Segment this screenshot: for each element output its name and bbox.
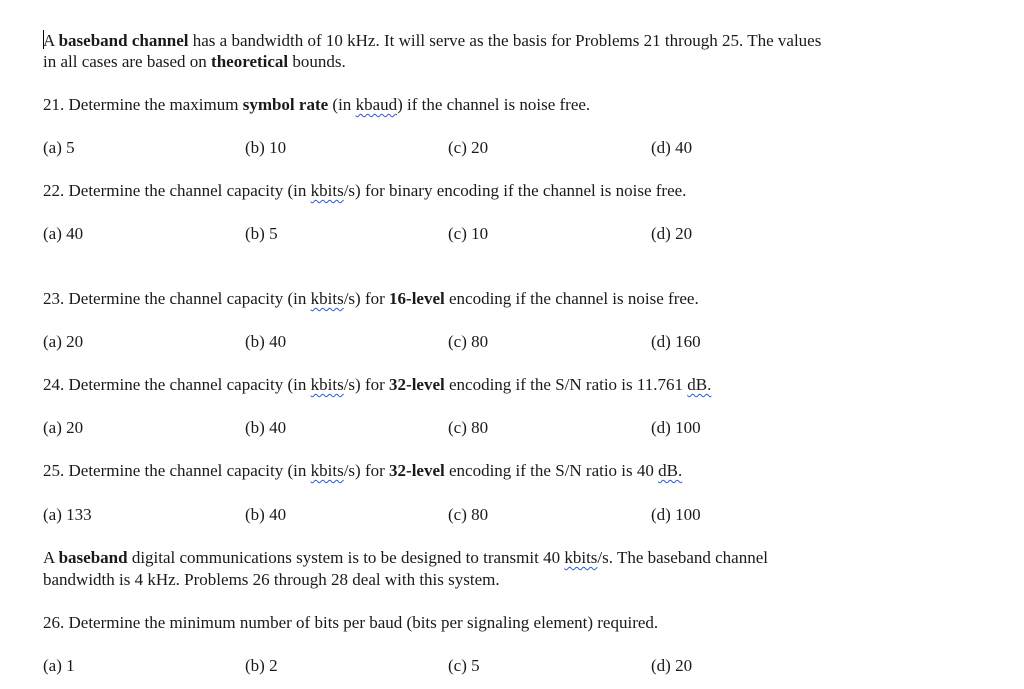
spelling-flag: dB. bbox=[687, 375, 712, 394]
q24-option-b: (b) 40 bbox=[245, 418, 287, 437]
q21-option-c: (c) 20 bbox=[448, 138, 489, 157]
question-21: 21. Determine the maximum symbol rate (in kbaud) if the channel is noise free. bbox=[43, 95, 591, 114]
question-25: 25. Determine the channel capacity (in kbits/s) for 32-level encoding if the S/N ratio is 40 dB. bbox=[43, 461, 683, 480]
q24-option-d: (d) 100 bbox=[651, 418, 701, 437]
q26-option-b: (b) 2 bbox=[245, 656, 278, 675]
q22-option-b: (b) 5 bbox=[245, 224, 278, 243]
q26-option-d: (d) 20 bbox=[651, 656, 693, 675]
spelling-flag: kbits bbox=[564, 548, 598, 567]
q22-option-a: (a) 40 bbox=[43, 224, 84, 243]
q21-option-a: (a) 5 bbox=[43, 138, 75, 157]
q25-option-c: (c) 80 bbox=[448, 505, 489, 524]
intro-line-2: in all cases are based on theoretical bounds. bbox=[43, 52, 346, 71]
q24-option-a: (a) 20 bbox=[43, 418, 84, 437]
intro2-line-2: bandwidth is 4 kHz. Problems 26 through 28 deal with this system. bbox=[43, 570, 500, 589]
intro2-line-1: A baseband digital communications system is to be designed to transmit 40 kbits/s. The baseband channel bbox=[43, 548, 768, 567]
q26-option-a: (a) 1 bbox=[43, 656, 75, 675]
question-24: 24. Determine the channel capacity (in kbits/s) for 32-level encoding if the S/N ratio is 11.761 dB. bbox=[43, 375, 712, 394]
q23-option-c: (c) 80 bbox=[448, 332, 489, 351]
q24-option-c: (c) 80 bbox=[448, 418, 489, 437]
q25-option-b: (b) 40 bbox=[245, 505, 287, 524]
q21-option-b: (b) 10 bbox=[245, 138, 287, 157]
spelling-flag: kbits bbox=[310, 289, 344, 308]
question-23: 23. Determine the channel capacity (in kbits/s) for 16-level encoding if the channel is noise free. bbox=[43, 289, 699, 308]
q22-option-c: (c) 10 bbox=[448, 224, 489, 243]
spelling-flag: kbaud bbox=[355, 95, 398, 114]
spelling-flag: dB. bbox=[658, 461, 683, 480]
q22-option-d: (d) 20 bbox=[651, 224, 693, 243]
q25-option-a: (a) 133 bbox=[43, 505, 92, 524]
spelling-flag: kbits bbox=[310, 375, 344, 394]
intro-line-1: A baseband channel has a bandwidth of 10 kHz. It will serve as the basis for Problems 21 through 25. The values bbox=[43, 31, 822, 50]
q23-option-b: (b) 40 bbox=[245, 332, 287, 351]
spelling-flag: kbits bbox=[310, 461, 344, 480]
q23-option-d: (d) 160 bbox=[651, 332, 701, 351]
q23-option-a: (a) 20 bbox=[43, 332, 84, 351]
spelling-flag: kbits bbox=[310, 181, 344, 200]
q25-option-d: (d) 100 bbox=[651, 505, 701, 524]
q21-option-d: (d) 40 bbox=[651, 138, 693, 157]
q26-option-c: (c) 5 bbox=[448, 656, 480, 675]
question-26: 26. Determine the minimum number of bits per baud (bits per signaling element) required. bbox=[43, 613, 659, 632]
question-22: 22. Determine the channel capacity (in kbits/s) for binary encoding if the channel is noise free. bbox=[43, 181, 687, 200]
